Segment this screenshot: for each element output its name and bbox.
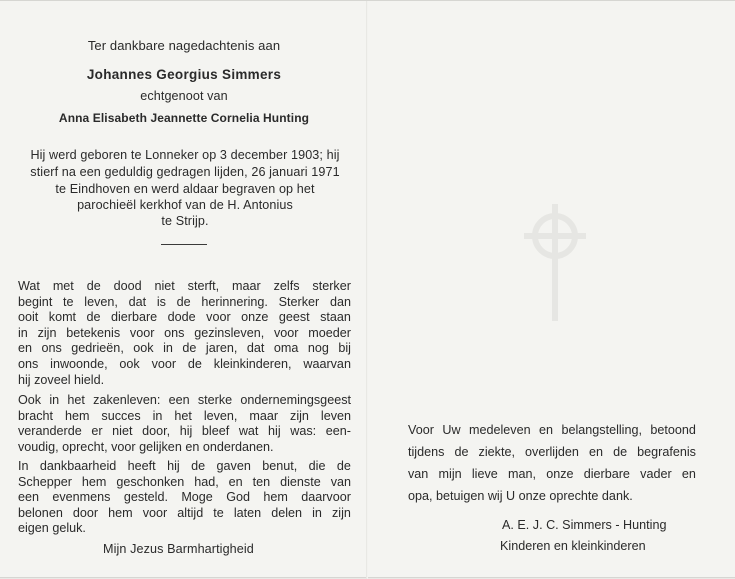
text-line: van mijn lieve man, onze dierbare vader en <box>408 467 696 481</box>
bio-line: te Strijp. <box>161 214 209 228</box>
text-line: Ook in het zakenleven: een sterke ondernemingsgeest <box>18 393 351 407</box>
thanks-paragraph <box>408 419 696 507</box>
text-line: tijdens de ziekte, overlijden en de begrafenis <box>408 445 696 459</box>
business-paragraph <box>18 393 351 455</box>
divider-rule <box>161 244 207 245</box>
spouse-name: Anna Elisabeth Jeannette Cornelia Hunting <box>58 111 310 125</box>
text-line: belonen door hem voor altijd te laten delen in zijn <box>18 505 351 520</box>
prayer-text: Mijn Jezus Barmhartigheid <box>103 542 254 556</box>
text-line: in zijn betekenis voor ons gezinsleven, voor moeder <box>18 325 351 340</box>
text-line: ons inwoonde, ook voor de kleinkinderen, waarvan <box>18 356 351 371</box>
cross-watermark-icon <box>510 196 600 326</box>
text-line: begint te leven, dat is de herinnering. Sterker dan <box>18 294 351 309</box>
signature-family-name: A. E. J. C. Simmers - Hunting <box>502 518 667 532</box>
relation-text: echtgenoot van <box>140 89 228 103</box>
text-line: Schepper hem geschonken had, en ten dienste van <box>18 474 351 489</box>
text-line: Wat met de dood niet sterft, maar zelfs sterker <box>18 279 351 293</box>
text-line: hij zoveel hield. <box>18 372 105 387</box>
remembrance-paragraph <box>18 279 351 388</box>
text-line: eigen geluk. <box>18 521 86 536</box>
text-line: veranderde er niet door, hij bleef wat hij was: een- <box>18 424 351 439</box>
text-line: In dankbaarheid heeft hij de gaven benut, die de <box>18 459 351 473</box>
text-line: voudig, oprecht, voor gelijken en onderdanen. <box>18 439 274 454</box>
text-line: opa, betuigen wij U onze oprechte dank. <box>408 489 633 503</box>
text-line: Voor Uw medeleven en belangstelling, betoond <box>408 423 696 437</box>
text-line: en ons gedrieën, ook in de jaren, dat oma nog bij <box>18 341 351 356</box>
signature-children: Kinderen en kleinkinderen <box>500 539 646 553</box>
bio-line: stierf na een geduldig gedragen lijden, 26 januari 1971 <box>30 165 340 179</box>
dedication-text: Ter dankbare nagedachtenis aan <box>87 38 281 53</box>
text-line: ooit komt de dierbare dode voor onze geest staan <box>18 310 351 325</box>
bio-line: Hij werd geboren te Lonneker op 3 december 1903; hij <box>30 148 340 162</box>
card-fold <box>366 1 368 579</box>
text-line: een evenmens gesteld. Moge God hem daarvoor <box>18 490 351 505</box>
bio-line: te Eindhoven en werd aldaar begraven op het <box>55 182 315 196</box>
text-line: bracht hem succes in het leven, maar zijn leven <box>18 408 351 423</box>
bio-line: parochieël kerkhof van de H. Antonius <box>77 198 293 212</box>
gratitude-paragraph <box>18 459 351 537</box>
deceased-name: Johannes Georgius Simmers <box>86 67 282 82</box>
